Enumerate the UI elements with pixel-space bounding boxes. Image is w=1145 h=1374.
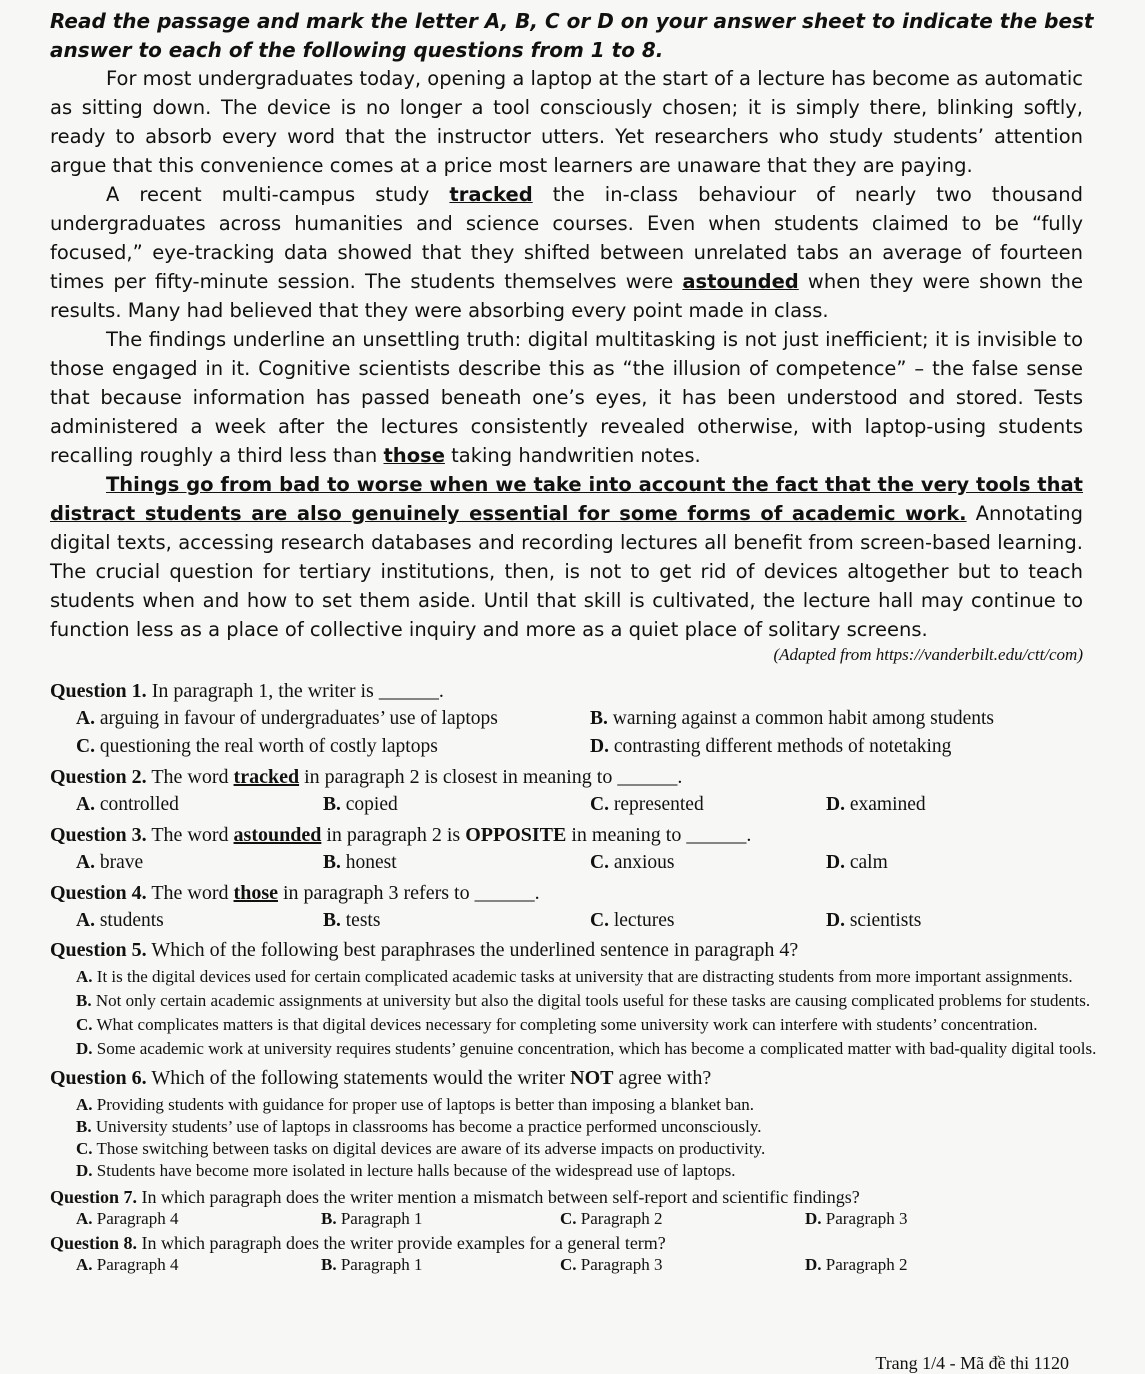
option-c[interactable] — [50, 1138, 1110, 1160]
option-d[interactable] — [50, 1038, 1110, 1060]
question-7 — [50, 1186, 1110, 1230]
option-text: Paragraph 4 — [96, 1255, 179, 1274]
emphasis-word: NOT — [570, 1067, 614, 1089]
option-text: examined — [849, 794, 926, 815]
option-letter: D. — [826, 910, 845, 931]
question-5 — [50, 936, 1110, 1060]
option-text: It is the digital devices used for certain complicated academic tasks at university that are distracting students from more important assignments. — [96, 967, 1073, 986]
option-b[interactable] — [323, 791, 590, 819]
question-label: Question 2. — [50, 766, 147, 788]
option-c[interactable] — [590, 907, 826, 935]
option-letter: D. — [805, 1255, 822, 1274]
question-label: Question 1. — [50, 680, 147, 702]
option-d[interactable] — [805, 1208, 907, 1230]
option-b[interactable] — [590, 705, 994, 733]
option-b[interactable] — [50, 990, 1110, 1012]
paragraph-2-text-a: A recent multi-campus study — [106, 183, 450, 206]
question-stem: in paragraph 2 is — [321, 824, 466, 846]
target-word: tracked — [233, 766, 300, 788]
question-label: Question 8. — [50, 1233, 138, 1253]
paragraph-3 — [50, 325, 1083, 470]
option-text: students — [99, 910, 164, 931]
option-letter: C. — [590, 794, 609, 815]
option-letter: B. — [321, 1209, 337, 1228]
underlined-word-astounded: astounded — [682, 270, 799, 293]
option-letter: A. — [76, 794, 95, 815]
option-c[interactable] — [560, 1254, 805, 1276]
option-d[interactable] — [50, 1160, 1110, 1182]
option-a[interactable] — [76, 705, 590, 733]
option-text: represented — [613, 794, 704, 815]
option-letter: B. — [323, 910, 341, 931]
question-4 — [50, 879, 1110, 935]
question-stem: The word — [146, 882, 234, 904]
option-c[interactable] — [50, 1014, 1110, 1036]
option-text: Some academic work at university requires students’ genuine concentration, which has become a complicated matter with bad-quality digital tools. — [96, 1039, 1097, 1058]
option-letter: C. — [590, 852, 609, 873]
option-a[interactable] — [76, 791, 323, 819]
option-text: Paragraph 2 — [580, 1209, 663, 1228]
underlined-word-those: those — [383, 444, 445, 467]
question-label: Question 4. — [50, 882, 147, 904]
option-letter: B. — [76, 1117, 92, 1136]
option-letter: B. — [321, 1255, 337, 1274]
option-text: Those switching between tasks on digital devices are aware of its adverse impacts on productivity. — [96, 1139, 766, 1158]
question-stem: In which paragraph does the writer mention a mismatch between self-report and scientific findings? — [137, 1187, 860, 1207]
option-text: Not only certain academic assignments at university but also the digital tools useful for these tasks are causing complicated problems for students. — [95, 991, 1091, 1010]
option-letter: D. — [76, 1161, 93, 1180]
option-letter: A. — [76, 852, 95, 873]
option-letter: A. — [76, 1209, 93, 1228]
option-text: Paragraph 1 — [340, 1209, 423, 1228]
option-text: honest — [345, 852, 397, 873]
underlined-word-tracked: tracked — [449, 183, 533, 206]
target-word: those — [233, 882, 278, 904]
paragraph-3-text-a: The findings underline an unsettling truth: digital multitasking is not just inefficient; it is invisible to those engaged in it. Cognitive scientists describe this as “the illusion of competence” – the false sense that because information has passed beneath one’s eyes, it has been understood and stored. Tests administered a week after the lectures consistently revealed otherwise, with laptop-using students recalling roughly a third less than — [50, 328, 1083, 467]
question-label: Question 5. — [50, 939, 147, 961]
question-3 — [50, 821, 1110, 877]
option-d[interactable] — [805, 1254, 907, 1276]
option-letter: A. — [76, 708, 95, 729]
option-c[interactable] — [590, 849, 826, 877]
page-footer: Trang 1/4 - Mã đề thi 1120 — [875, 1353, 1069, 1373]
paragraph-2-text-b: the in-class behaviour of nearly two thousand undergraduates across humanities and science courses. Even when students claimed to be “fully focused,” eye-tracking data showed that they shifted between unrelated tabs an average of fourteen times per fifty-minute session. The students themselves were — [50, 183, 1083, 293]
option-b[interactable] — [323, 849, 590, 877]
option-c[interactable] — [590, 791, 826, 819]
option-letter: A. — [76, 910, 95, 931]
option-a[interactable] — [76, 1208, 321, 1230]
option-text: Paragraph 2 — [825, 1255, 908, 1274]
question-stem: in paragraph 3 refers to ______. — [277, 882, 540, 904]
paragraph-1-text: For most undergraduates today, opening a laptop at the start of a lecture has become as automatic as sitting down. The device is no longer a tool consciously chosen; it is simply there, blinking softly, ready to absorb every word that the instructor utters. Yet researchers who study students’ attention argue that this convenience comes at a price most learners are unaware that they are paying. — [50, 67, 1083, 177]
option-c[interactable] — [76, 733, 590, 761]
option-letter: A. — [76, 1095, 93, 1114]
option-a[interactable] — [50, 1094, 1110, 1116]
option-d[interactable] — [826, 849, 888, 877]
option-letter: D. — [826, 794, 845, 815]
question-stem: agree with? — [613, 1067, 712, 1089]
option-text: Paragraph 1 — [340, 1255, 423, 1274]
option-text: contrasting different methods of notetaking — [613, 736, 952, 757]
question-label: Question 6. — [50, 1067, 147, 1089]
option-text: Students have become more isolated in lecture halls because of the widespread use of laptops. — [96, 1161, 736, 1180]
reading-passage — [50, 64, 1083, 644]
question-2 — [50, 763, 1110, 819]
option-text: lectures — [613, 910, 675, 931]
option-letter: C. — [76, 1139, 93, 1158]
option-b[interactable] — [321, 1254, 560, 1276]
option-letter: B. — [323, 794, 341, 815]
question-stem: in paragraph 2 is closest in meaning to ______. — [299, 766, 683, 788]
option-d[interactable] — [826, 907, 921, 935]
question-label: Question 7. — [50, 1187, 138, 1207]
option-letter: C. — [76, 736, 95, 757]
question-6 — [50, 1064, 1110, 1182]
option-text: University students’ use of laptops in classrooms has become a practice performed unconsciously. — [95, 1117, 762, 1136]
option-text: What complicates matters is that digital devices necessary for completing some university work can interfere with students’ concentration. — [96, 1015, 1038, 1034]
question-stem: Which of the following statements would the writer — [146, 1067, 571, 1089]
question-list — [50, 677, 1110, 1276]
option-text: arguing in favour of undergraduates’ use of laptops — [99, 708, 498, 729]
option-letter: A. — [76, 1255, 93, 1274]
option-text: controlled — [99, 794, 179, 815]
paragraph-4-text: Annotating digital texts, accessing research databases and recording lectures all benefit from screen-based learning. The crucial question for tertiary institutions, then, is not to get rid of devices altogether but to teach students when and how to set them aside. Until that skill is cultivated, the lecture hall may continue to function less as a place of collective inquiry and more as a quiet place of solitary screens. — [50, 502, 1083, 641]
option-text: anxious — [613, 852, 675, 873]
option-text: Paragraph 3 — [825, 1209, 908, 1228]
option-letter: C. — [76, 1015, 93, 1034]
option-letter: C. — [560, 1209, 577, 1228]
paragraph-4 — [50, 470, 1083, 644]
option-text: Paragraph 3 — [580, 1255, 663, 1274]
option-text: copied — [345, 794, 398, 815]
option-letter: C. — [590, 910, 609, 931]
question-8 — [50, 1232, 1110, 1276]
option-a[interactable] — [50, 966, 1110, 988]
underlined-sentence: Things go from bad to worse when we take into account the fact that the very tools that distract students are also genuinely essential for some forms of academic work. — [50, 473, 1083, 525]
option-text: questioning the real worth of costly laptops — [99, 736, 438, 757]
option-text: brave — [99, 852, 144, 873]
question-stem: In paragraph 1, the writer is ______. — [146, 680, 444, 702]
option-letter: D. — [590, 736, 609, 757]
option-text: warning against a common habit among students — [612, 708, 995, 729]
question-1 — [50, 677, 1110, 761]
option-letter: D. — [805, 1209, 822, 1228]
option-a[interactable] — [76, 907, 323, 935]
option-letter: D. — [76, 1039, 93, 1058]
option-letter: C. — [560, 1255, 577, 1274]
option-text: calm — [849, 852, 888, 873]
paragraph-2 — [50, 180, 1083, 325]
question-stem: In which paragraph does the writer provide examples for a general term? — [137, 1233, 666, 1253]
paragraph-3-text-b: taking handwritien notes. — [444, 444, 701, 467]
question-stem: Which of the following best paraphrases the underlined sentence in paragraph 4? — [146, 939, 799, 961]
question-stem: The word — [146, 824, 234, 846]
question-stem: The word — [146, 766, 234, 788]
option-b[interactable] — [321, 1208, 560, 1230]
option-letter: B. — [76, 991, 92, 1010]
option-c[interactable] — [560, 1208, 805, 1230]
option-d[interactable] — [826, 791, 926, 819]
paragraph-2-text-c: when they were shown the results. Many had believed that they were absorbing every point made in class. — [50, 270, 1083, 322]
option-letter: B. — [323, 852, 341, 873]
target-word: astounded — [233, 824, 322, 846]
question-stem: in meaning to ______. — [566, 824, 752, 846]
instructions: Read the passage and mark the letter A, B, C or D on your answer sheet to indicate the best answer to each of the following questions from 1 to 8. — [50, 9, 1094, 62]
option-text: tests — [345, 910, 381, 931]
option-text: Providing students with guidance for proper use of laptops is better than imposing a blanket ban. — [96, 1095, 754, 1114]
option-b[interactable] — [323, 907, 590, 935]
source-citation: (Adapted from https://vanderbilt.edu/ctt/com) — [773, 645, 1083, 664]
option-text: Paragraph 4 — [96, 1209, 179, 1228]
option-letter: D. — [826, 852, 845, 873]
question-label: Question 3. — [50, 824, 147, 846]
emphasis-word: OPPOSITE — [465, 824, 567, 846]
option-a[interactable] — [76, 1254, 321, 1276]
option-letter: A. — [76, 967, 93, 986]
option-a[interactable] — [76, 849, 323, 877]
option-text: scientists — [849, 910, 922, 931]
option-letter: B. — [590, 708, 608, 729]
option-b[interactable] — [50, 1116, 1110, 1138]
paragraph-1 — [50, 64, 1083, 180]
option-d[interactable] — [590, 733, 951, 761]
